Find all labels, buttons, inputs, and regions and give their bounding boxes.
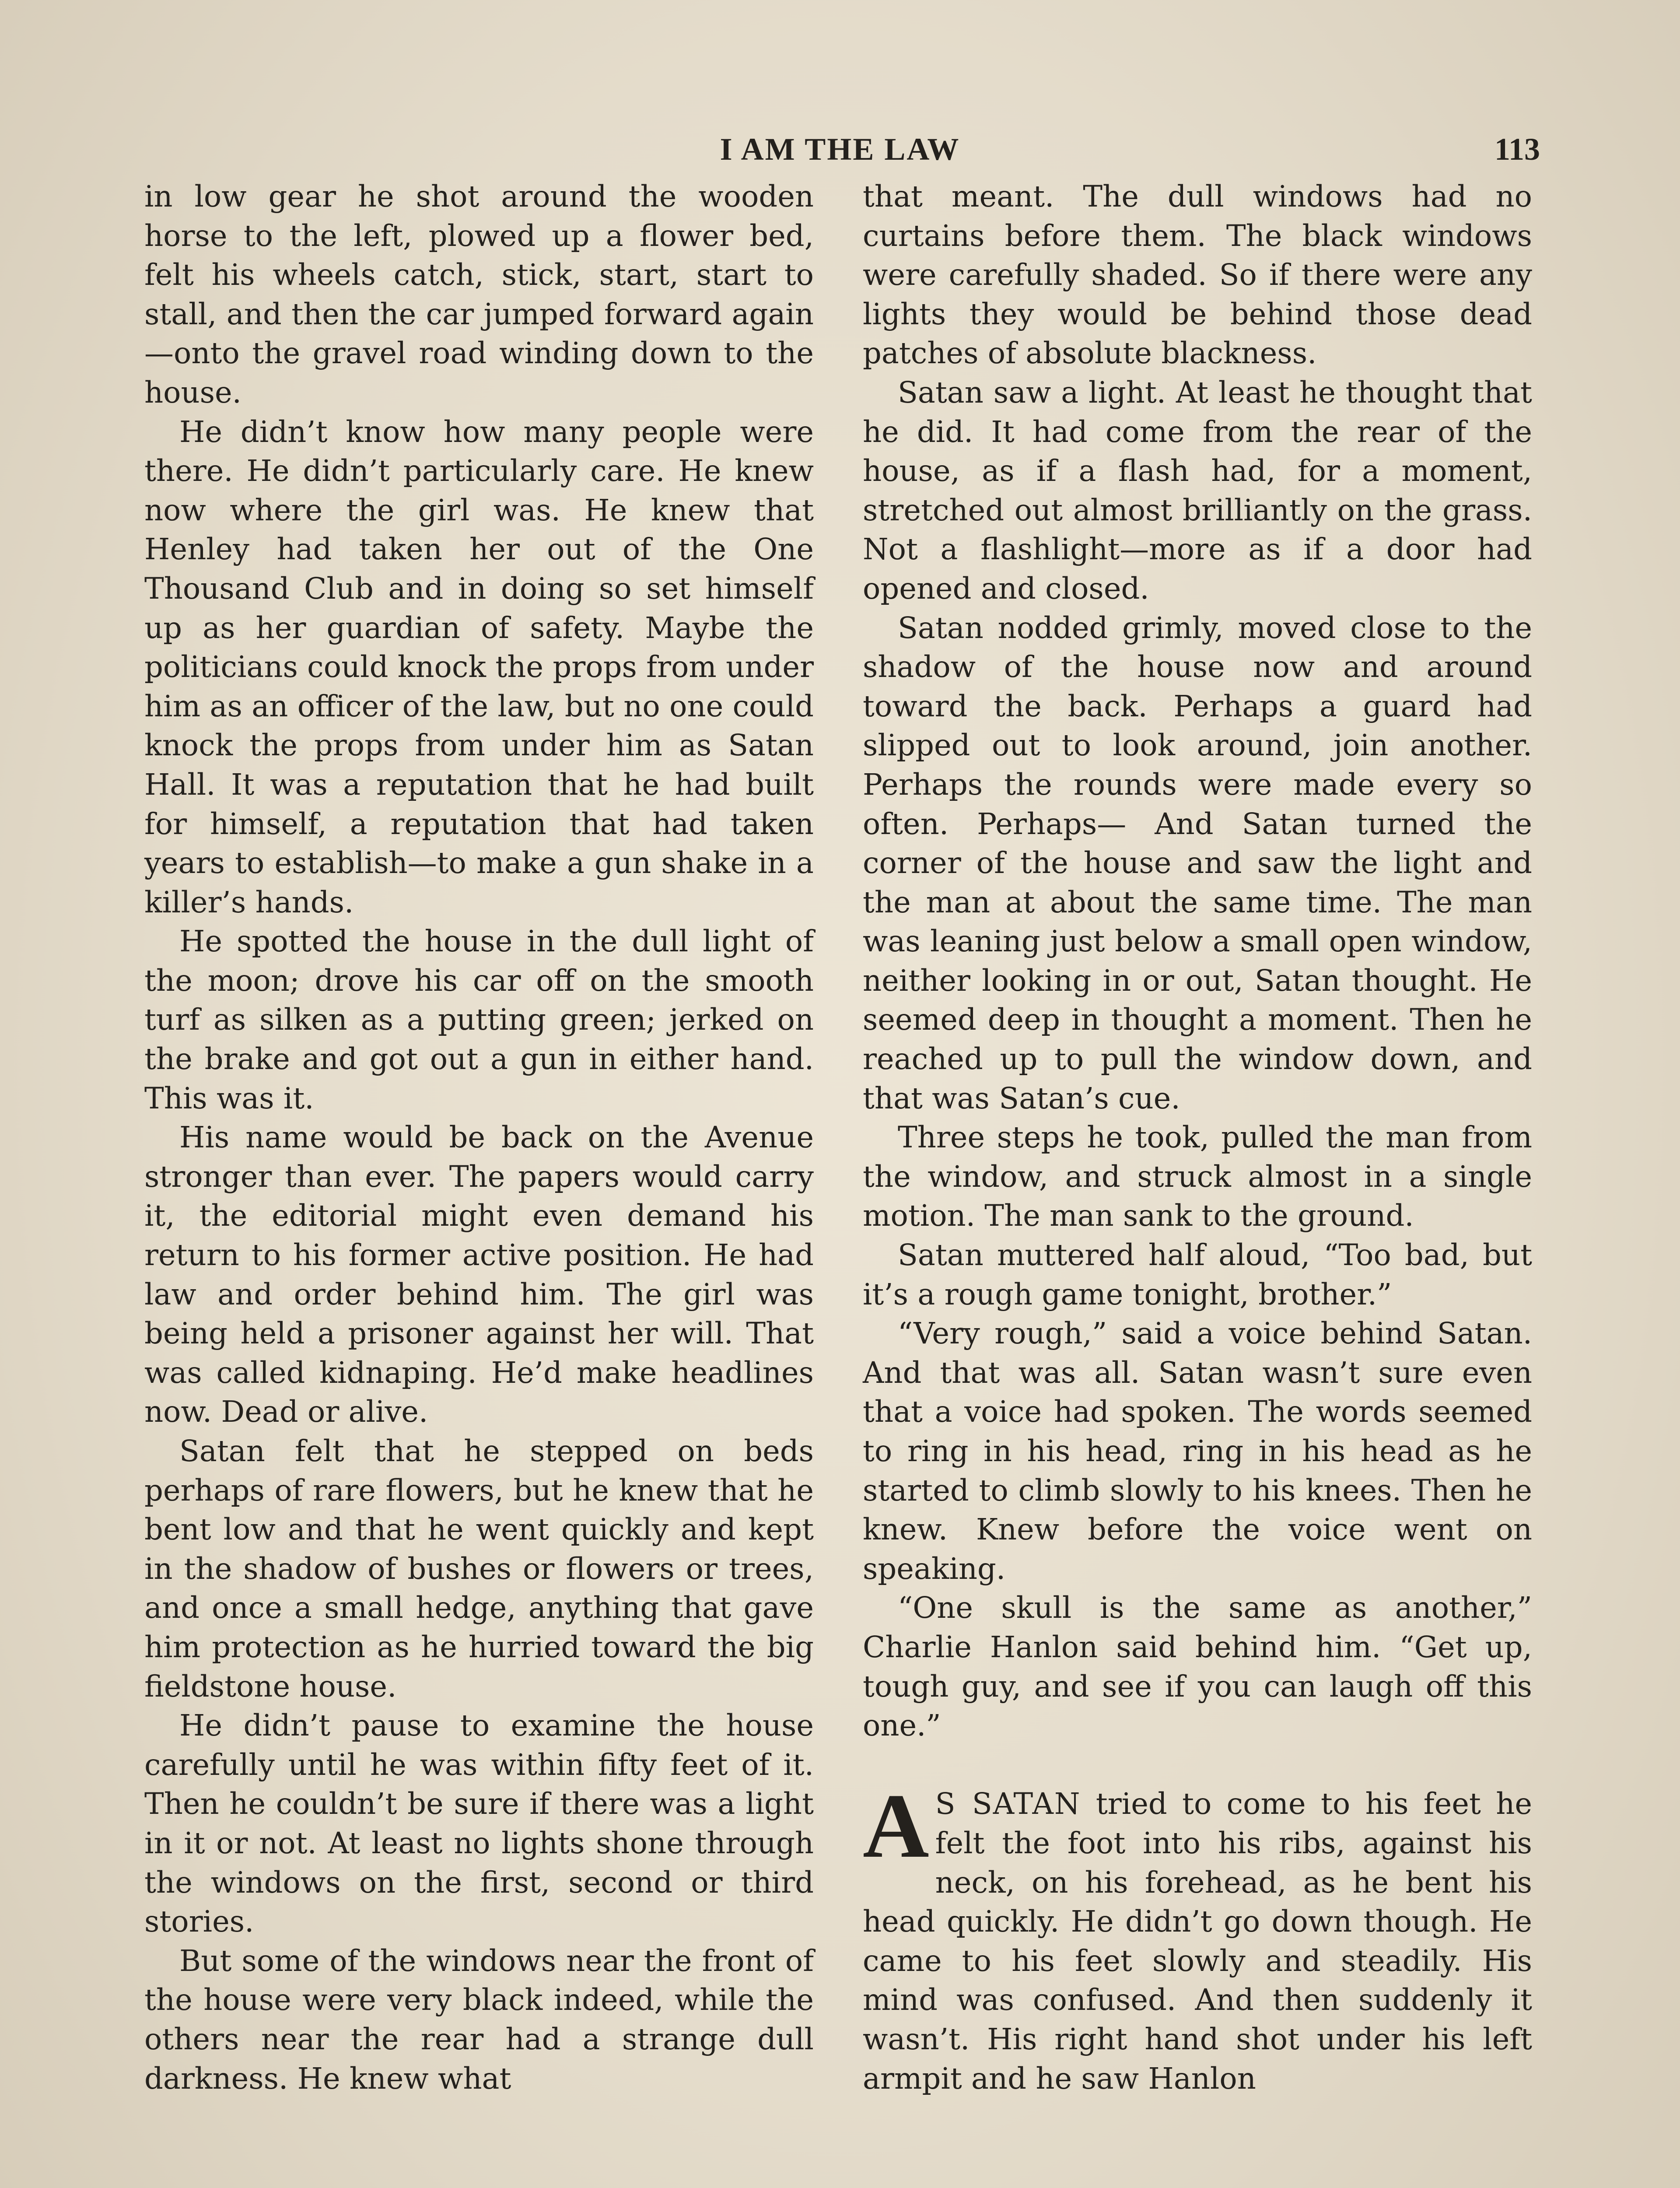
drop-cap: A (863, 1775, 929, 1877)
paragraph: He didn’t know how many people were there. He didn’t particularly care. He knew now where the girl was. He knew that Henley had taken her out of the One Thousand Club and in doing so set himself up as her guardian of safety. Maybe the politicians could knock the props from under him as an officer of the law, but no one could knock the props from under him as Satan Hall. It was a reputation that he had built for himself, a reputation that had taken years to establish—to make a gun shake in a killer’s hands. (144, 414, 814, 919)
left-column (144, 177, 814, 2098)
paragraph: Three steps he took, pulled the man from the window, and struck almost in a single motion. The man sank to the ground. (863, 1120, 1532, 1233)
paragraph: “Very rough,” said a voice behind Satan. And that was all. Satan wasn’t sure even that a voice had spoken. The words seemed to ring in his head, ring in his head as he started to climb slowly to his knees. Then he knew. Knew before the voice went on speaking. (863, 1316, 1532, 1586)
running-title: I AM THE LAW (720, 132, 960, 167)
paragraph: He didn’t pause to examine the house carefully until he was within fifty feet of it. Then he couldn’t be sure if there was a light in it or not. At least no lights shone through the windows on the first, second or third stories. (144, 1708, 814, 1939)
paragraph: Satan felt that he stepped on beds perhaps of rare flowers, but he knew that he bent low and that he went quickly and kept in the shadow of bushes or flowers or trees, and once a small hedge, anything that gave him protection as he hurried toward the big fieldstone house. (144, 1434, 814, 1704)
paragraph: He spotted the house in the dull light of the moon; drove his car off on the smooth turf as silken as a putting green; jerked on the brake and got out a gun in either hand. This was it. (144, 924, 814, 1115)
paragraph-text: tried to come to his feet he felt the foot into his ribs, against his neck, on his forehead, as he bent his head quickly. He didn’t go down though. He came to his feet slowly and steadily. His mind was confused. And then suddenly it wasn’t. His right hand shot under his left armpit and he saw Hanlon (863, 1787, 1532, 2096)
paragraph: His name would be back on the Avenue stronger than ever. The papers would carry it, the editorial might even demand his return to his former active position. He had law and order behind him. The girl was being held a prisoner against her will. That was called kidnaping. He’d make headlines now. Dead or alive. (144, 1120, 814, 1429)
section-break (863, 1746, 1532, 1785)
paragraph: But some of the windows near the front of the house were very black indeed, while the others near the rear had a strange dull darkness. He knew what (144, 1943, 814, 2096)
lead-in-caps: S SATAN (935, 1787, 1081, 1821)
paragraph: that meant. The dull windows had no curtains before them. The black windows were carefully shaded. So if there were any lights they would be behind those dead patches of absolute blackness. (863, 179, 1532, 371)
paragraph: Satan muttered half aloud, “Too bad, but it’s a rough game tonight, brother.” (863, 1238, 1532, 1311)
right-column (863, 177, 1532, 2098)
paragraph: Satan nodded grimly, moved close to the shadow of the house now and around toward the back. Perhaps a guard had slipped out to look around, join another. Perhaps the rounds were made every so often. Perhaps— And Satan turned the corner of the house and saw the light and the man at about the same time. The man was leaning just below a small open window, neither looking in or out, Satan thought. He seemed deep in thought a moment. Then he reached up to pull the window down, and that was Satan’s cue. (863, 610, 1532, 1115)
section-opening-paragraph (863, 1775, 1532, 2098)
paragraph: in low gear he shot around the wooden horse to the left, plowed up a flower bed, felt his wheels catch, stick, start, start to stall, and then the car jumped forward again—onto the gravel road winding down to the house. (144, 179, 814, 410)
page-number: 113 (1494, 132, 1540, 167)
paragraph: “One skull is the same as another,” Charlie Hanlon said behind him. “Get up, tough guy, and see if you can laugh off this one.” (863, 1591, 1532, 1743)
running-head (144, 131, 1540, 179)
paragraph: Satan saw a light. At least he thought that he did. It had come from the rear of the house, as if a flash had, for a moment, stretched out almost brilliantly on the grass. Not a flashlight—more as if a door had opened and closed. (863, 375, 1532, 606)
